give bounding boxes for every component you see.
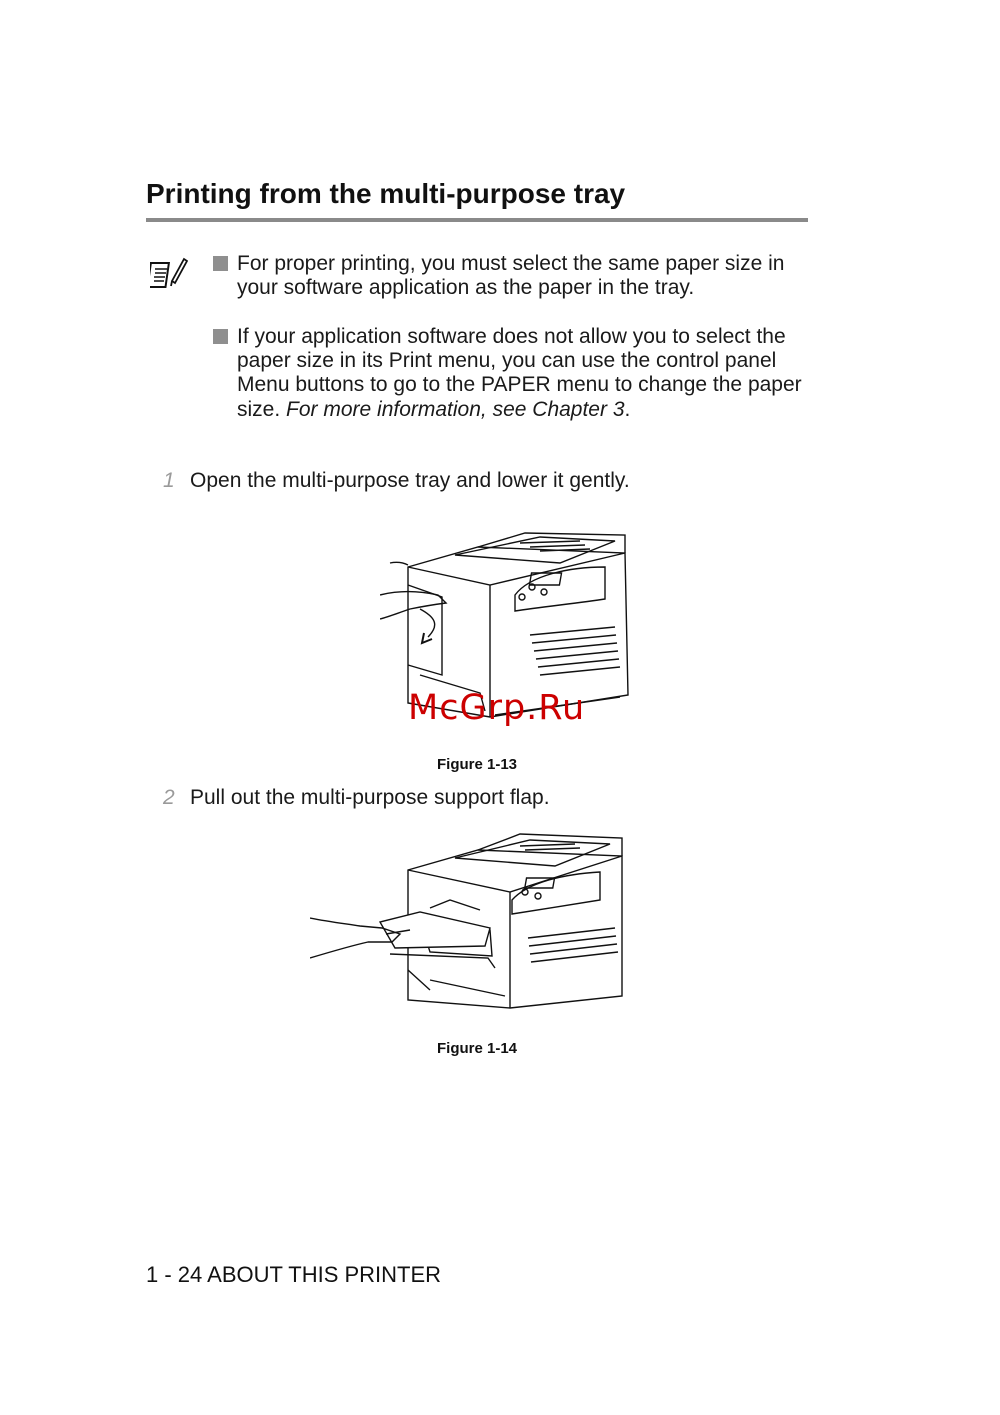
step-number: 1 [163,469,175,492]
note-bullet-text: If your application software does not allow you to select the paper size in its Print menu, you can use the control panel Menu buttons to go to the PAPER menu to change the paper size. For more information, see Chapter 3. [237,325,802,421]
note-bullet-2 [213,325,813,422]
printer-illustration-support-flap [310,830,630,1010]
figure-caption: Figure 1-14 [436,1040,518,1057]
bullet-square [213,256,228,271]
page-title: Printing from the multi-purpose tray [146,178,626,209]
bullet-square [213,329,228,344]
page-footer: 1 - 24 ABOUT THIS PRINTER [146,1262,442,1287]
figure-caption: Figure 1-13 [436,756,518,773]
step-2 [163,786,550,810]
step-1 [163,469,630,493]
heading-rule [146,218,808,222]
note-bullet-text: For proper printing, you must select the same paper size in your software application as the paper in the tray. [237,252,785,300]
chapter-reference: For more information, see Chapter 3 [286,397,625,421]
step-text: Pull out the multi-purpose support flap. [190,786,550,809]
step-number: 2 [163,786,175,809]
note-pencil-icon [150,255,188,293]
note-bullet-1 [213,252,813,300]
watermark: McGrp.Ru [408,688,586,728]
step-text: Open the multi-purpose tray and lower it gently. [190,469,630,492]
